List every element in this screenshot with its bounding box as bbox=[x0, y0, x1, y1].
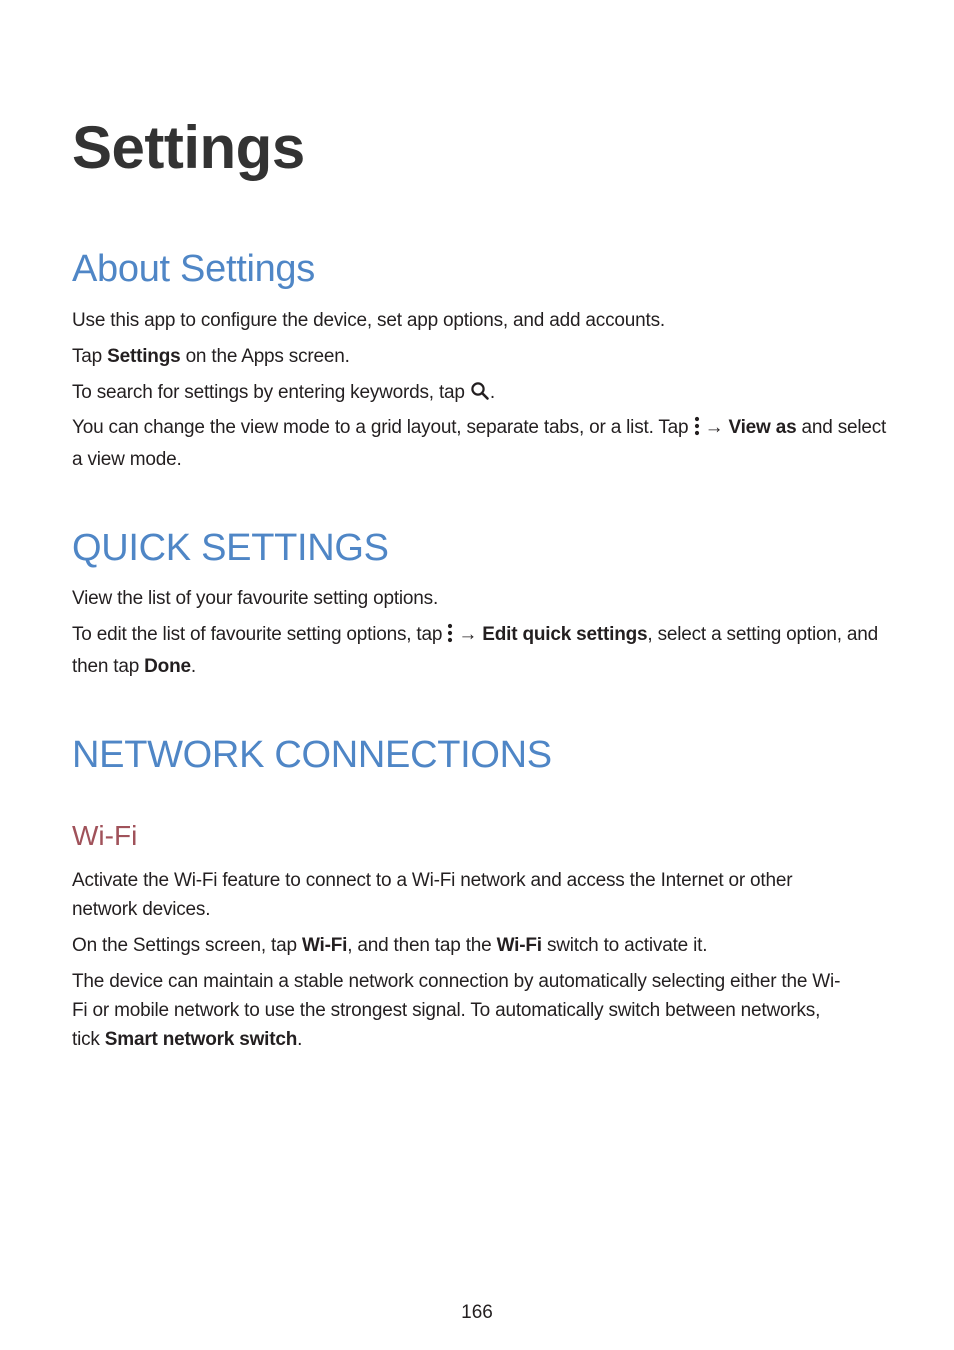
about-paragraph-3: To search for settings by entering keywords, tap . bbox=[72, 378, 887, 410]
wifi-paragraph-1: Activate the Wi-Fi feature to connect to a Wi-Fi network and access the Internet or other network devices. bbox=[72, 870, 793, 920]
quick-paragraph-2: To edit the list of favourite setting options, tap → Edit quick settings, select a setting option, and then tap Done. bbox=[72, 624, 879, 677]
about-paragraph-2: Tap Settings on the Apps screen. bbox=[72, 346, 350, 367]
wifi-paragraph-2: On the Settings screen, tap Wi-Fi, and then tap the Wi-Fi switch to activate it. bbox=[72, 935, 708, 956]
about-paragraph-4: You can change the view mode to a grid layout, separate tabs, or a list. Tap → View as and select a view mode. bbox=[72, 417, 887, 470]
chapter-title: Settings bbox=[72, 114, 305, 181]
network-connections-heading: NETWORK CONNECTIONS bbox=[72, 734, 552, 776]
quick-settings-heading: QUICK SETTINGS bbox=[72, 527, 389, 569]
wifi-paragraph-3: The device can maintain a stable network connection by automatically selecting either the Wi-Fi or mobile network to use the strongest signal. To automatically switch between networks, tick Smart network switch. bbox=[72, 971, 841, 1050]
about-settings-heading: About Settings bbox=[72, 248, 315, 290]
wifi-subheading: Wi-Fi bbox=[72, 820, 138, 851]
quick-paragraph-1: View the list of your favourite setting options. bbox=[72, 588, 439, 609]
page-number: 166 bbox=[461, 1302, 493, 1323]
search-icon bbox=[470, 381, 490, 410]
about-paragraph-1: Use this app to configure the device, set app options, and add accounts. bbox=[72, 310, 665, 331]
